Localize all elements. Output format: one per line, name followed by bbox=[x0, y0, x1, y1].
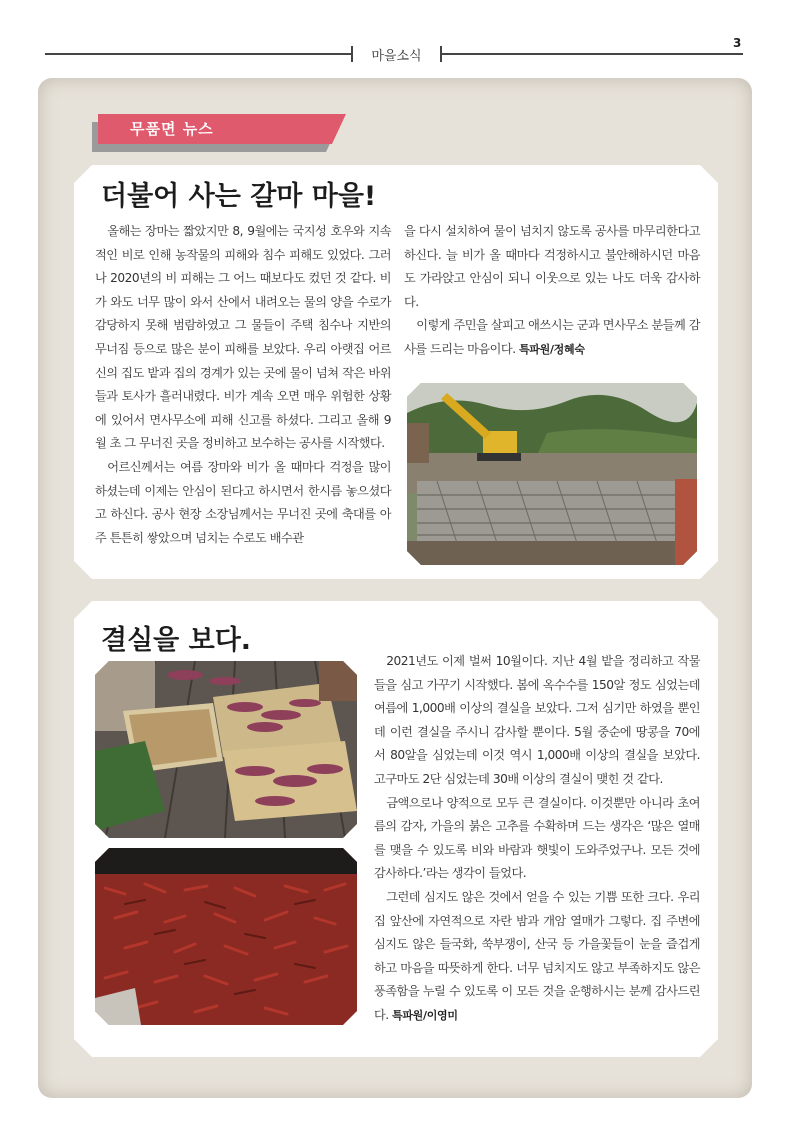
header-rule-left bbox=[45, 53, 353, 55]
page-number: 3 bbox=[733, 36, 742, 50]
article-2-paragraph: 금액으로나 양적으로 모두 큰 결실이다. 이것뿐만 아니라 초여름의 감자, 가을의 붉은 고추를 수확하며 드는 생각은 ‘많은 열매를 맺을 수 있도록 비와 바람과 햇빛이 도와주었구나. 모든 것에 감사하다.’라는 생각이 들었다. bbox=[374, 795, 700, 881]
section-name: 마을소식 bbox=[371, 49, 422, 64]
harvest-photo-sweet-potatoes bbox=[95, 661, 357, 838]
article-2-byline: 특파원/이영미 bbox=[392, 1008, 458, 1022]
construction-photo bbox=[407, 383, 697, 565]
article-1-byline: 특파원/정혜숙 bbox=[518, 342, 585, 356]
article-1-paragraph: 올해는 장마는 짧았지만 8, 9월에는 국지성 호우와 지속적인 비로 인해 농작물의 피해와 침수 피해도 있었다. 그러나 2020년의 비 피해는 그 어느 때보다도 컸던 것 같다. 비가 와도 너무 많이 와서 산에서 내려오는 물의 양을 수로가 감당하지 못해 범람하였고 그 물들이 주택 침수나 지반의 무너짐 등으로 많은 분이 피해를 보았다. 우리 아랫집 어르신의 집도 밭과 집의 경계가 있는 곳에 물이 넘쳐 작은 바위들과 토사가 흘러내렸다. 비가 계속 오면 매우 위험한 상황에 있어서 면사무소에 피해 신고를 하셨다. 그리고 올해 9월 초 그 무너진 곳을 정비하고 보수하는 공사를 시작했다. bbox=[95, 224, 391, 451]
news-banner bbox=[90, 114, 346, 154]
article-2-paragraph-text: 그런데 심지도 않은 것에서 얻을 수 있는 기쁨 또한 크다. 우리 집 앞산에 자연적으로 자란 밤과 개암 열매가 그렇다. 집 주변에 심지도 않은 들국화, 쑥부쟁이, 산국 등 가을꽃들이 눈을 즐겁게 하고 마음을 따뜻하게 한다. 너무 넘치지도 않고 부족하지도 않은 풍족함을 누릴 수 있도록 이 모든 것을 운행하시는 분께 감사드린다. bbox=[374, 889, 700, 1022]
header-rule-right bbox=[440, 53, 743, 55]
article-1-paragraph-text: 이렇게 주민을 살피고 애쓰시는 군과 면사무소 분들께 감사를 드리는 마음이다. bbox=[404, 318, 700, 356]
article-2-paragraph: 2021년도 이제 벌써 10월이다. 지난 4월 밭을 정리하고 작물들을 심고 가꾸기 시작했다. 봄에 옥수수를 150알 정도 심었는데 여름에 1,000배 이상의 결실을 보았다. 그저 심기만 하였을 뿐인데 이런 결실을 주시니 감사할 뿐이다. 5월 중순에 땅콩을 70에서 80알을 심었는데 이것 역시 1,000배 이상의 결실을 보았다. 고구마도 2단 심었는데 30배 이상의 결실이 맺힌 것 같다. bbox=[374, 654, 700, 786]
article-1-paragraph: 어르신께서는 여름 장마와 비가 올 때마다 걱정을 많이 하셨는데 이제는 안심이 된다고 하시면서 한시름 놓으셨다고 하신다. 공사 현장 소장님께서는 무너진 곳에 축대를 아주 튼튼히 쌓았으며 넘치는 수로도 배수관 bbox=[95, 459, 391, 545]
banner-label: 무품면 뉴스 bbox=[130, 120, 214, 138]
article-1-title: 더불어 사는 갈마 마을! bbox=[101, 181, 377, 212]
article-1-paragraph-last bbox=[404, 314, 700, 361]
banner-ribbon-shape bbox=[90, 114, 346, 154]
harvest-photo-red-peppers bbox=[95, 848, 357, 1025]
article-1-column-right bbox=[404, 220, 700, 362]
article-2-body bbox=[374, 650, 700, 1028]
article-2-paragraph-last bbox=[374, 886, 700, 1028]
article-2-title: 결실을 보다. bbox=[101, 625, 252, 656]
article-1-paragraph: 을 다시 설치하여 물이 넘치지 않도록 공사를 마무리한다고 하신다. 늘 비가 올 때마다 걱정하시고 불안해하시던 마음도 가라앉고 안심이 되니 이웃으로 있는 나도 더욱 감사하다. bbox=[404, 224, 700, 309]
article-1-column-left bbox=[95, 220, 391, 550]
